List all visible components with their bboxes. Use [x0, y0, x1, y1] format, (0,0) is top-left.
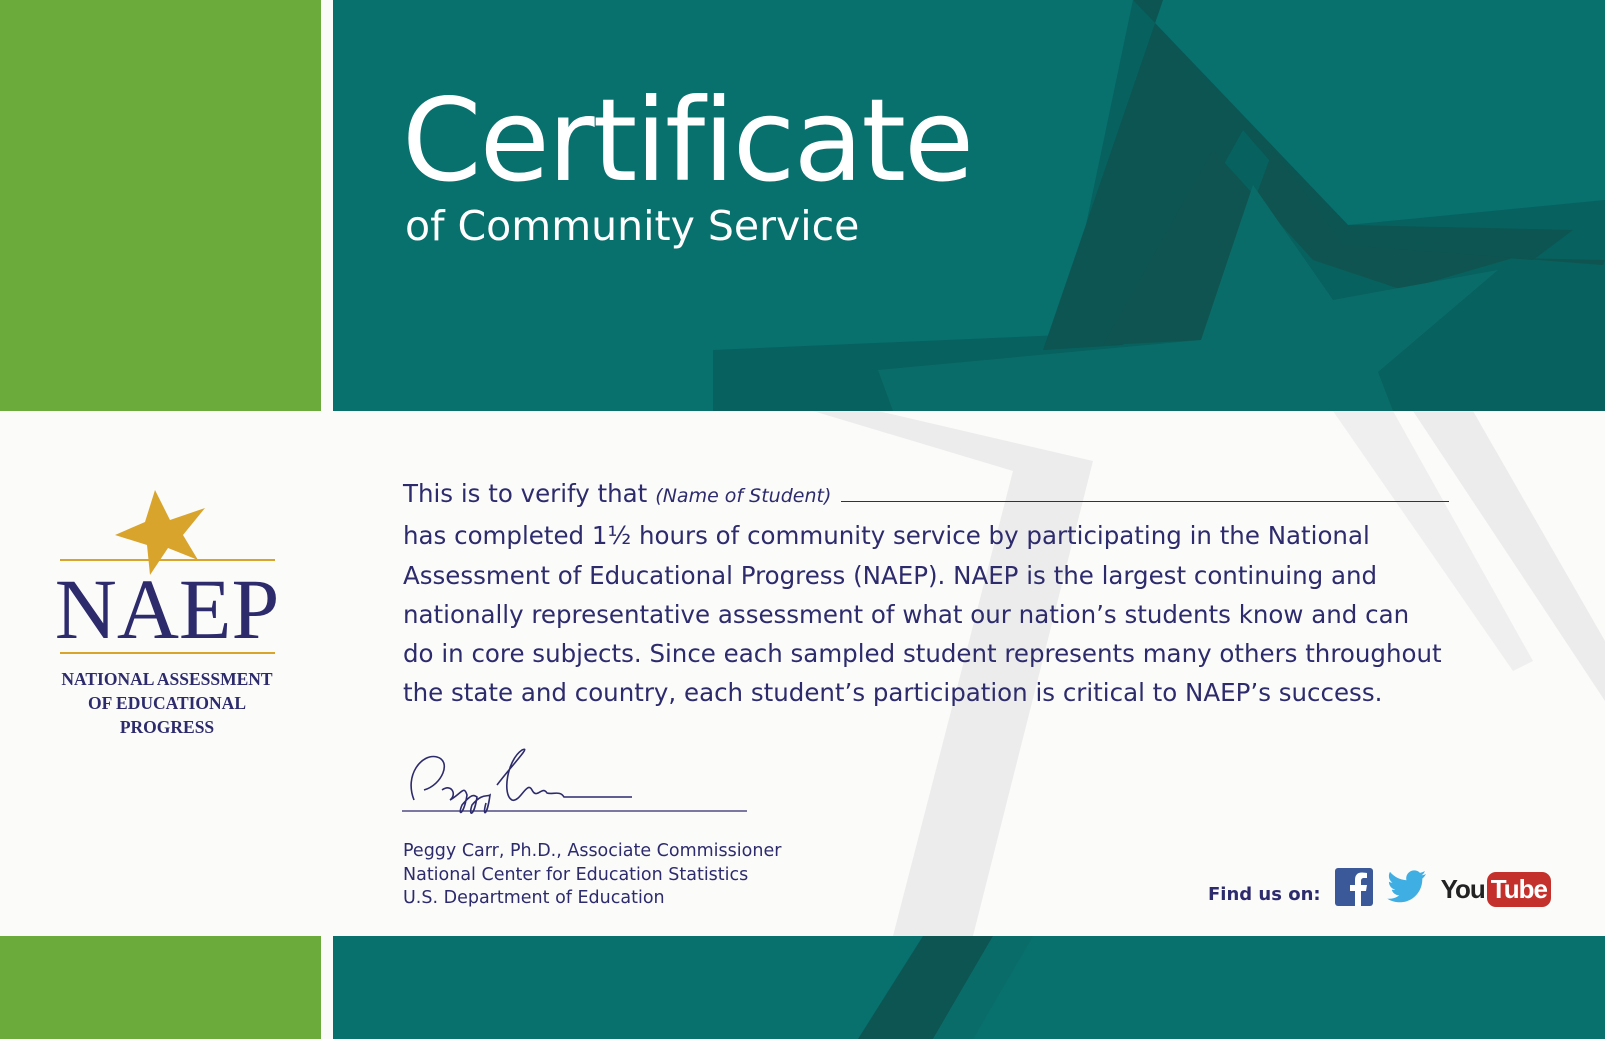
- verify-line: [403, 474, 1513, 516]
- body-line-1: has completed 1½ hours of community service by participating in the National: [403, 521, 1370, 551]
- twitter-icon[interactable]: [1387, 870, 1427, 908]
- certificate-subtitle: of Community Service: [405, 202, 860, 250]
- naep-wordmark: NAEP: [55, 561, 280, 657]
- teal-footer-band: [333, 936, 1605, 1039]
- youtube-you-text: You: [1440, 873, 1485, 904]
- signer-organization: National Center for Education Statistics: [403, 864, 749, 885]
- social-links: [1208, 866, 1565, 912]
- student-name-field[interactable]: [841, 500, 1449, 502]
- teal-header-band: [333, 0, 1605, 411]
- find-us-label: Find us on:: [1208, 883, 1321, 905]
- org-name-line2: OF EDUCATIONAL: [88, 693, 246, 713]
- signer-department: U.S. Department of Education: [403, 888, 665, 908]
- body-line-2: Assessment of Educational Progress (NAEP). NAEP is the largest continuing and: [403, 560, 1378, 590]
- youtube-icon[interactable]: [1441, 872, 1551, 907]
- body-line-4: do in core subjects. Since each sampled student represents many others throughout: [403, 639, 1442, 669]
- org-name-line3: PROGRESS: [119, 717, 215, 737]
- certificate-body: [403, 474, 1513, 713]
- verify-intro: This is to verify that: [403, 479, 648, 508]
- green-band-bottom: [0, 936, 321, 1039]
- org-name-line1: NATIONAL ASSESSMENT: [61, 669, 273, 689]
- green-band-top: [0, 0, 321, 411]
- body-line-3: nationally representative assessment of what our nation’s students know and can: [403, 599, 1410, 629]
- youtube-tube-text: Tube: [1487, 872, 1551, 907]
- signature: [402, 745, 747, 820]
- body-line-5: the state and country, each student’s participation is critical to NAEP’s success.: [403, 678, 1383, 708]
- student-name-label: (Name of Student): [655, 485, 832, 507]
- facebook-icon[interactable]: [1335, 868, 1373, 910]
- signer-info: [403, 840, 781, 911]
- star-graphic-bottom: [333, 936, 1605, 1039]
- signer-name: Peggy Carr, Ph.D., Associate Commissioner: [403, 841, 782, 861]
- naep-logo-graphic: [55, 490, 280, 740]
- certificate-title: Certificate: [402, 74, 973, 207]
- naep-logo: [55, 490, 280, 744]
